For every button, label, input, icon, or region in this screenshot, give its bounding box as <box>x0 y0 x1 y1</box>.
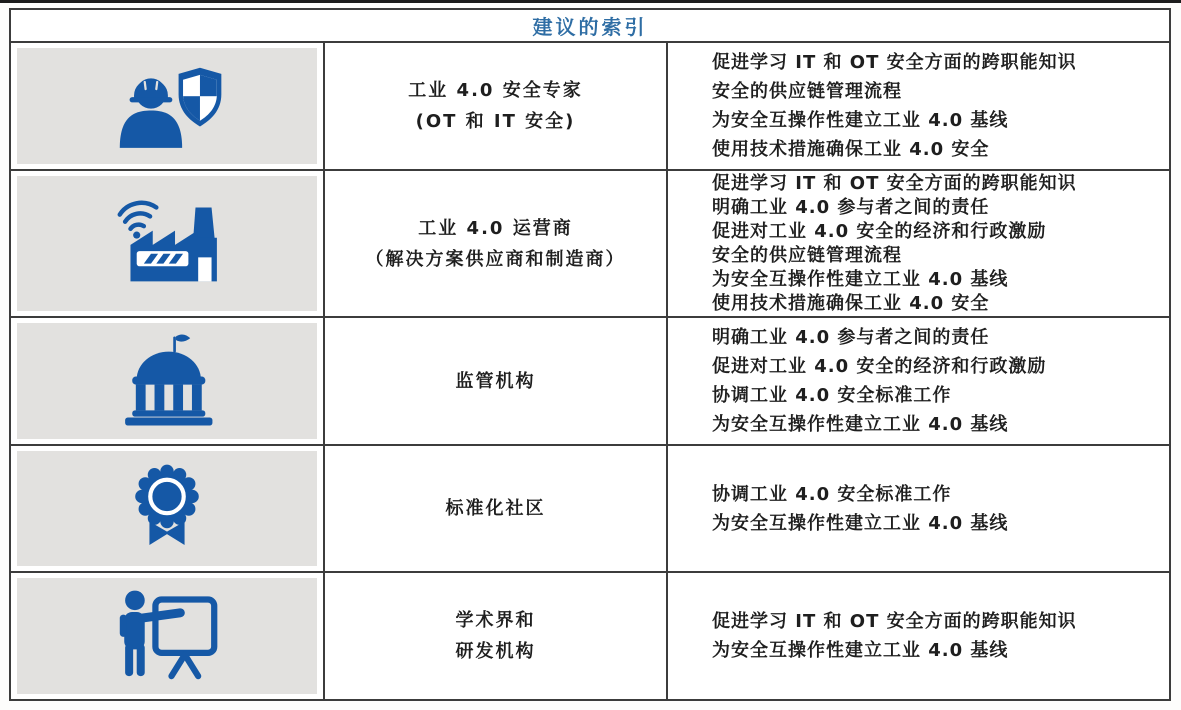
recommendation-item: 安全的供应链管理流程 <box>712 244 902 266</box>
recommendation-item: 为安全互操作性建立工业 4.0 基线 <box>712 512 1009 534</box>
icon-background <box>17 451 317 566</box>
recommendation-item: 安全的供应链管理流程 <box>712 81 902 102</box>
icon-cell <box>11 43 325 169</box>
icon-cell <box>11 446 325 571</box>
recommendation-item: 促进对工业 4.0 安全的经济和行政激励 <box>712 356 1047 377</box>
role-label: 学术界和 <box>455 610 536 631</box>
recommendation-item: 促进对工业 4.0 安全的经济和行政激励 <box>712 220 1047 242</box>
icon-background <box>17 578 317 694</box>
table-row <box>11 446 1169 573</box>
recommendation-item: 明确工业 4.0 参与者之间的责任 <box>712 196 990 218</box>
award-ribbon-icon <box>17 463 317 555</box>
top-rule-divider <box>0 0 1181 3</box>
icon-background <box>17 323 317 439</box>
recommendations-cell <box>668 318 1169 444</box>
role-label: （解决方案供应商和制造商） <box>365 248 626 270</box>
worker-shield-icon <box>17 57 317 155</box>
recommendation-item: 为安全互操作性建立工业 4.0 基线 <box>712 414 1009 435</box>
recommendations-cell <box>668 43 1169 169</box>
recommendation-item: 使用技术措施确保工业 4.0 安全 <box>712 292 990 314</box>
table-title: 建议的索引 <box>532 15 648 39</box>
presentation-board-icon <box>17 587 317 685</box>
recommendations-cell <box>668 171 1169 316</box>
table-body <box>11 43 1169 699</box>
table-row <box>11 573 1169 699</box>
factory-wifi-icon <box>17 195 317 293</box>
icon-cell <box>11 318 325 444</box>
recommendations-cell <box>668 446 1169 571</box>
role-label: 工业 4.0 运营商 <box>418 217 573 239</box>
role-cell <box>325 446 668 571</box>
role-cell <box>325 318 668 444</box>
role-label: 工业 4.0 安全专家 <box>408 80 583 101</box>
icon-cell <box>11 171 325 316</box>
icon-background <box>17 176 317 311</box>
recommendations-cell <box>668 573 1169 699</box>
recommendation-item: 协调工业 4.0 安全标准工作 <box>712 483 952 505</box>
role-cell <box>325 171 668 316</box>
recommendation-item: 为安全互操作性建立工业 4.0 基线 <box>712 268 1009 290</box>
icon-cell <box>11 573 325 699</box>
table-title-row <box>11 10 1169 43</box>
recommendations-index-table <box>9 8 1171 701</box>
recommendation-item: 为安全互操作性建立工业 4.0 基线 <box>712 110 1009 131</box>
role-label: 监管机构 <box>455 370 536 392</box>
recommendation-item: 使用技术措施确保工业 4.0 安全 <box>712 139 990 160</box>
icon-background <box>17 48 317 164</box>
recommendation-item: 明确工业 4.0 参与者之间的责任 <box>712 327 990 348</box>
recommendation-item: 促进学习 IT 和 OT 安全方面的跨职能知识 <box>712 611 1077 632</box>
table-row <box>11 43 1169 171</box>
role-label: 研发机构 <box>455 641 536 662</box>
recommendation-item: 促进学习 IT 和 OT 安全方面的跨职能知识 <box>712 52 1077 73</box>
recommendation-item: 协调工业 4.0 安全标准工作 <box>712 385 952 406</box>
recommendation-item: 为安全互操作性建立工业 4.0 基线 <box>712 640 1009 661</box>
table-row <box>11 171 1169 318</box>
role-label: 标准化社区 <box>445 498 546 519</box>
table-row <box>11 318 1169 446</box>
role-label: (OT 和 IT 安全) <box>415 111 576 132</box>
government-building-icon <box>17 332 317 430</box>
role-cell <box>325 43 668 169</box>
recommendation-item: 促进学习 IT 和 OT 安全方面的跨职能知识 <box>712 172 1077 194</box>
role-cell <box>325 573 668 699</box>
